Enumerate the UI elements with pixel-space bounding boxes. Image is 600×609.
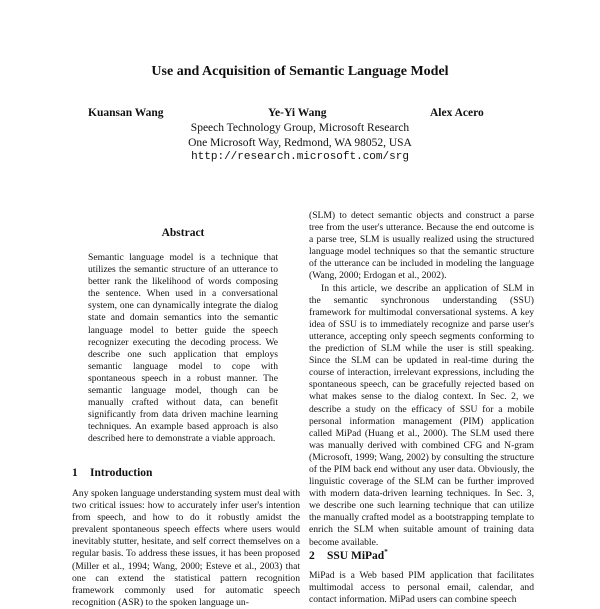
author-1: Kuansan Wang (88, 107, 164, 119)
ssu-mipad-paragraph: MiPad is a Web based PIM application that facilitates multimodal access to personal email, calendar, and contact information. MiPad users can combine speech (309, 570, 534, 606)
paper-title: Use and Acquisition of Semantic Language Model (151, 64, 449, 79)
affiliation-block (0, 121, 600, 165)
section-number: 2 (309, 549, 315, 562)
introduction-text (72, 488, 300, 609)
abstract-heading: Abstract (161, 227, 205, 239)
affiliation-line-2: One Microsoft Way, Redmond, WA 98052, USA (188, 136, 412, 149)
author-3: Alex Acero (430, 107, 484, 119)
abstract-text: Semantic language model is a technique that utilizes the semantic structure of an utterance to better rank the likelihood of words composing the sentence. When used in a conversational system, one can dynamically integrate the dialog state and domain semantics into the semantic language model to better guide the speech recognizer executing the decoding process. We describe one such application that employs semantic language model to cope with spontaneous speech in a robust manner. The semantic language model, though can be manually crafted without data, can benefit significantly from data driven machine learning techniques. An example based approach is also described here to demonstrate a viable approach. (88, 252, 278, 445)
ssu-mipad-text (309, 570, 534, 606)
right-paragraph-2: In this article, we describe an application of SLM in the semantic synchronous understanding (SSU) framework for multimodal conversational systems. A key idea of SSU is to immediately recognize and parse user's utterance, accepting only speech segments conforming to the prediction of SLM while the user is still speaking. Since the SLM can be updated in real-time during the course of interaction, irrelevant expressions, including the spontaneous speech, can be gracefully rejected based on what makes sense to the dialog context. In Sec. 2, we describe a study on the efficacy of SSU for a mobile personal information management (PIM) application called MiPad (Huang et al., 2000). The SLM used there was manually derived with combined CFG and N-gram (Microsoft, 1999; Wang, 2002) by consulting the structure of the PIM back end without any user data. Obviously, the linguistic coverage of the SLM can be further improved with modern data-driven learning techniques. In Sec. 3, we describe one such learning technique that can utilize the manually crafted model as a bootstrapping template to enrich the SLM when suitable amount of training data become available. (309, 282, 534, 548)
right-paragraph-1: (SLM) to detect semantic objects and construct a parse tree from the user's utterance. Because the end outcome is a parse tree, SLM is usually realized using the structured language model techniques so that the semantic structure of the utterance can be included in modeling the language (Wang, 2000; Erdogan et al., 2002). (309, 210, 534, 282)
section-title: Introduction (90, 467, 153, 479)
affiliation-line-1: Speech Technology Group, Microsoft Research (190, 122, 410, 134)
author-2: Ye-Yi Wang (268, 107, 327, 119)
section-number: 1 (72, 467, 78, 479)
section-heading-ssu-mipad (309, 545, 388, 563)
section-title: SSU MiPad (327, 549, 385, 562)
affiliation-url[interactable]: http://research.microsoft.com/srg (191, 151, 409, 163)
right-column-text (309, 210, 534, 549)
section-heading-introduction (72, 466, 152, 480)
footnote-marker: * (384, 548, 388, 556)
introduction-paragraph: Any spoken language understanding system must deal with two critical issues: how to accurately infer user's intention from speech, and how to do it robustly amidst the prevalent spontaneous speech effects where users would inevitably stutter, hesitate, and self correct themselves on a regular basis. To address these issues, it has been proposed (Miller et al., 1994; Wang, 2000; Esteve et al., 2003) that one can extend the statistical pattern recognition framework commonly used for automatic speech recognition (ASR) to the spoken language un- (72, 488, 300, 608)
